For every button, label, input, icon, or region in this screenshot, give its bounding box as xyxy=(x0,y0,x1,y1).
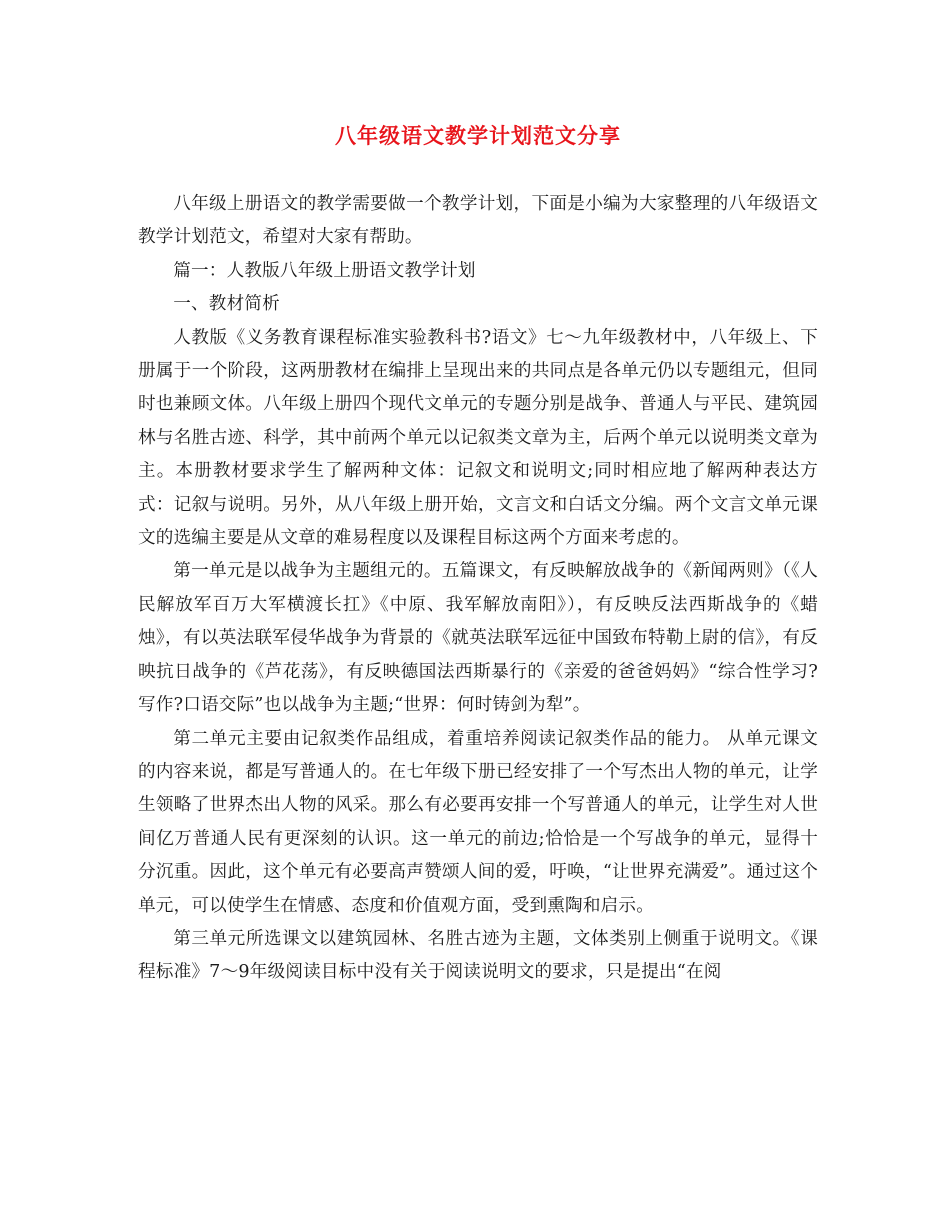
document-title: 八年级语文教学计划范文分享 xyxy=(335,123,621,148)
paragraph-unit-three: 第三单元所选课文以建筑园林、名胜古迹为主题，文体类别上侧重于说明文。《课程标准》7～9年级阅读目标中没有关于阅读说明文的要求，只是提出“在阅 xyxy=(138,928,818,983)
paragraph-textbook-analysis: 人教版《义务教育课程标准实验教科书?语文》七～九年级教材中，八年级上、下册属于一个阶段，这两册教材在编排上呈现出来的共同点是各单元仍以专题组元，但同时也兼顾文体。八年级上册四个现代文单元的专题分别是战争、普通人与平民、建筑园林与名胜古迹、科学，其中前两个单元以记叙类文章为主，后两个单元以说明类文章为主。本册教材要求学生了解两种文体：记叙文和说明文;同时相应地了解两种表达方式：记叙与说明。另外，从八年级上册开始，文言文和白话文分编。两个文言文单元课文的选编主要是从文章的难易程度以及课程目标这两个方面来考虑的。 xyxy=(138,327,818,549)
paragraph-unit-one: 第一单元是以战争为主题组元的。五篇课文，有反映解放战争的《新闻两则》（《人民解放军百万大军横渡长扛》《中原、我军解放南阳》），有反映反法西斯战争的《蜡烛》，有以英法联军侵华战争为背景的《就英法联军远征中国致布特勒上尉的信》，有反映抗日战争的《芦花荡》，有反映德国法西斯暴行的《亲爱的爸爸妈妈》“综合性学习?写作?口语交际”也以战争为主题;“世界：何时铸剑为犁”。 xyxy=(138,561,818,716)
paragraph-section-heading: 一、教材简析 xyxy=(173,294,280,315)
paragraph-intro: 八年级上册语文的教学需要做一个教学计划，下面是小编为大家整理的八年级语文教学计划范文，希望对大家有帮助。 xyxy=(138,194,818,248)
paragraph-chapter-heading: 篇一：人教版八年级上册语文教学计划 xyxy=(173,260,476,281)
document-page xyxy=(138,118,818,990)
paragraph-unit-two: 第二单元主要由记叙类作品组成，着重培养阅读记叙类作品的能力。 从单元课文的内容来说，都是写普通人的。在七年级下册已经安排了一个写杰出人物的单元，让学生领略了世界杰出人物的风采。那么有必要再安排一个写普通人的单元，让学生对人世间亿万普通人民有更深刻的认识。这一单元的前边;恰恰是一个写战争的单元，显得十分沉重。因此，这个单元有必要高声赞颂人间的爱，吁唤，“让世界充满爱”。通过这个单元，可以使学生在情感、态度和价值观方面，受到熏陶和启示。 xyxy=(138,728,818,916)
